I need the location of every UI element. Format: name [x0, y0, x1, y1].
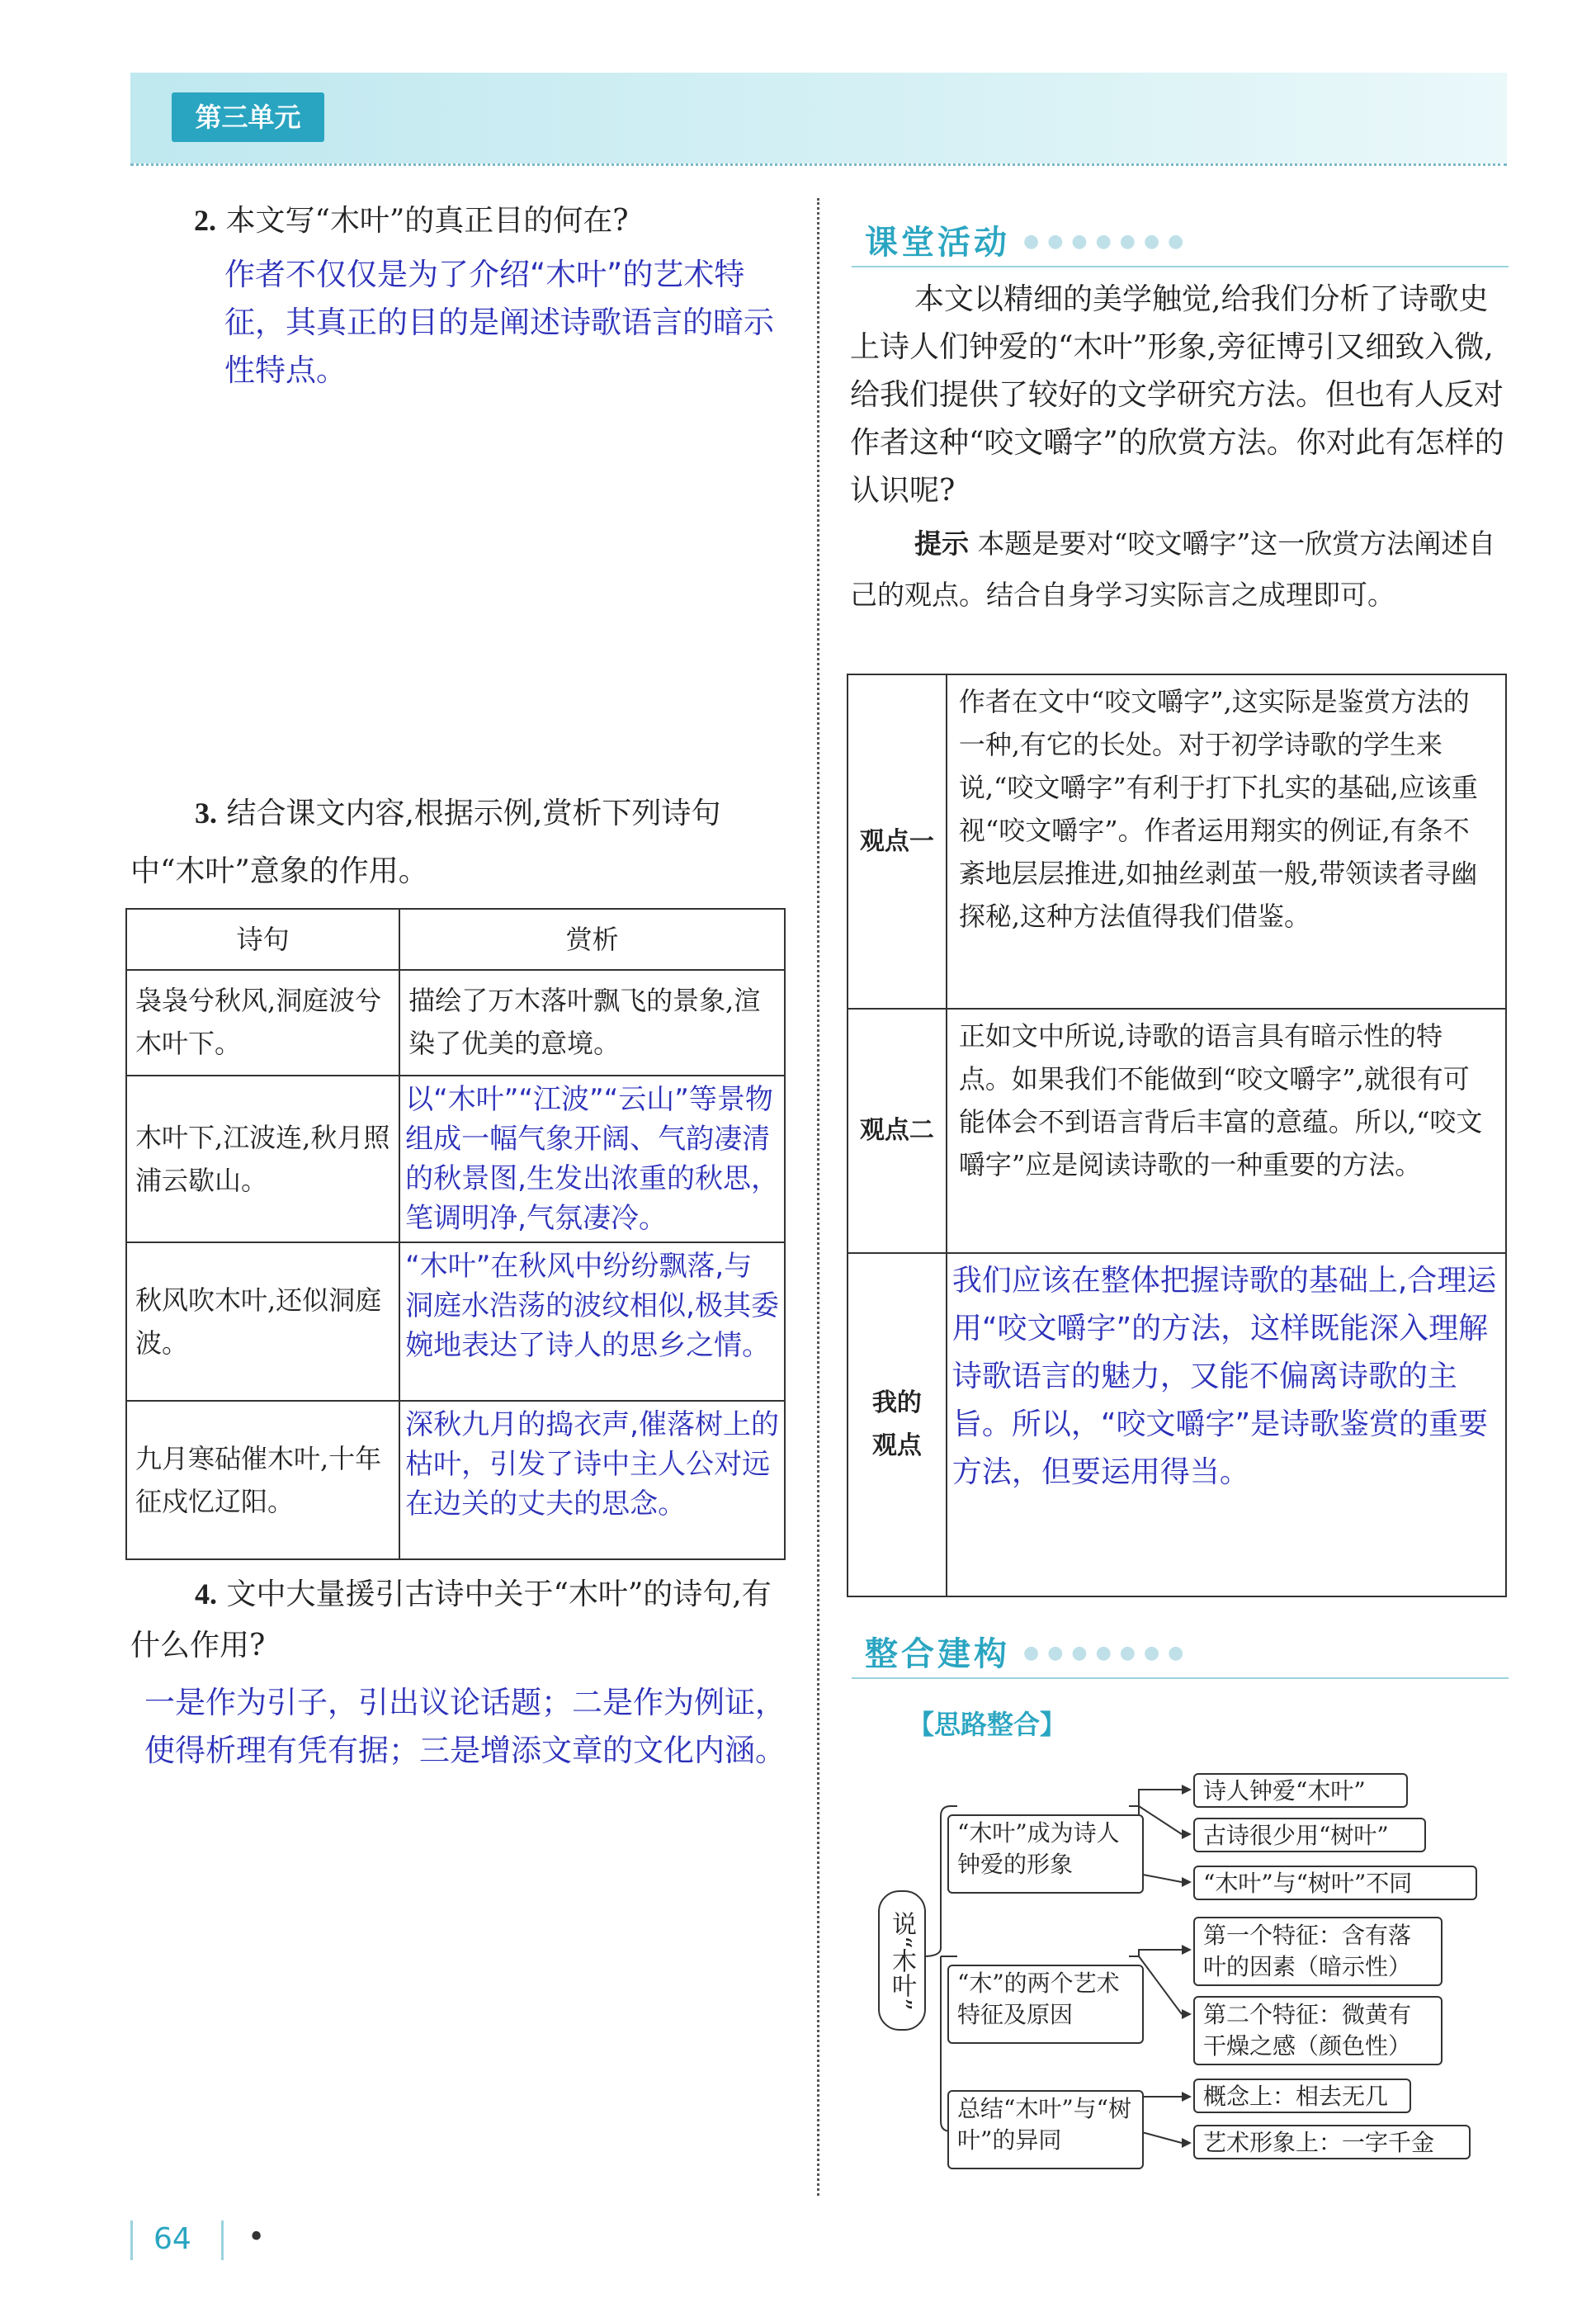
integration-subtitle: 【思路整合】	[908, 1709, 1067, 1740]
footer-mark: •	[248, 2221, 266, 2254]
poem-cell: 秋风吹木叶,还似洞庭波。	[126, 1242, 399, 1401]
title-dots: ●●●●●●●	[1023, 1643, 1192, 1663]
question-text: 结合课文内容,根据示例,赏析下列诗句中“木叶”意象的作用。	[130, 797, 721, 888]
mindmap-leaf: 概念上：相去无几	[1193, 2079, 1411, 2113]
view-label: 观点一	[848, 674, 947, 1009]
mindmap-branch: 总结“木叶”与“树叶”的异同	[947, 2090, 1144, 2169]
view-label: 观点二	[848, 1009, 947, 1253]
question-number: 4.	[195, 1577, 217, 1610]
mindmap-leaf: “木叶”与“树叶”不同	[1193, 1866, 1477, 1900]
activity-title: 课堂活动	[865, 224, 1010, 262]
mindmap-leaf: 古诗很少用“树叶”	[1193, 1818, 1426, 1852]
mindmap-root: 说“木叶”	[878, 1890, 926, 2031]
integration-title-line	[852, 1677, 1509, 1679]
mindmap-branch: “木叶”成为诗人钟爱的形象	[947, 1814, 1144, 1894]
poem-cell: 九月寒砧催木叶,十年征戍忆辽阳。	[126, 1401, 399, 1559]
views-table	[847, 674, 1507, 1597]
analysis-cell: 描绘了万木落叶飘飞的景象,渲染了优美的意境。	[399, 970, 785, 1076]
activity-prompt: 本文以精细的美学触觉,给我们分析了诗歌史上诗人们钟爱的“木叶”形象,旁征博引又细致入微,给我们提供了较好的文学研究方法。但也有人反对作者这种“咬文嚼字”的欣赏方法。你对此有怎样的认识呢?	[850, 282, 1504, 508]
answer-2: 作者不仅仅是为了介绍“木叶”的艺术特征，其真正的目的是阐述诗歌语言的暗示性特点。	[224, 257, 774, 388]
hint-label: 提示	[914, 527, 969, 560]
view-text-handwritten: 我们应该在整体把握诗歌的基础上,合理运用“咬文嚼字”的方法，这样既能深入理解诗歌语言的魅力，又能不偏离诗歌的主旨。所以，“咬文嚼字”是诗歌鉴赏的重要方法，但要运用得当。	[947, 1253, 1506, 1596]
view-row	[848, 1009, 1506, 1253]
page-number: 64	[153, 2222, 191, 2256]
poem-cell: 木叶下,江波连,秋月照浦云歇山。	[126, 1076, 399, 1242]
question-text: 文中大量援引古诗中关于“木叶”的诗句,有什么作用?	[130, 1577, 772, 1662]
column-divider	[817, 198, 819, 2196]
question-number: 3.	[195, 797, 217, 830]
view-label: 我的观点	[848, 1253, 947, 1596]
analysis-cell-handwritten: “木叶”在秋风中纷纷飘落,与洞庭水浩荡的波纹相似,极其委婉地表达了诗人的思乡之情。	[399, 1242, 785, 1401]
question-2	[194, 196, 788, 245]
mindmap-leaf: 艺术形象上：一字千金	[1193, 2125, 1471, 2159]
hint-text: 本题是要对“咬文嚼字”这一欣赏方法阐述自己的观点。结合自身学习实际言之成理即可。	[850, 527, 1496, 611]
header-poem: 诗句	[126, 909, 399, 970]
activity-title-line	[852, 266, 1509, 267]
integration-title: 整合建构	[865, 1635, 1010, 1673]
analysis-cell-handwritten: 以“木叶”“江波”“云山”等景物组成一幅气象开阔、气韵凄清的秋景图,生发出浓重的秋思，笔调明净,气氛凄冷。	[399, 1076, 785, 1242]
question-3	[130, 784, 791, 901]
unit-label: 第三单元	[172, 92, 324, 142]
analysis-cell-handwritten: 深秋九月的捣衣声,催落树上的枯叶，引发了诗中主人公对远在边关的丈夫的思念。	[399, 1401, 785, 1559]
view-row	[848, 1253, 1506, 1596]
table-header-row	[126, 909, 785, 970]
table-row	[126, 1242, 785, 1401]
question-4	[130, 1568, 791, 1672]
mindmap-branch: “木”的两个艺术特征及原因	[947, 1965, 1144, 2044]
header-analysis: 赏析	[399, 909, 785, 970]
table-row	[126, 1076, 785, 1242]
footer-rule-left	[130, 2221, 133, 2260]
mindmap-leaf: 诗人钟爱“木叶”	[1193, 1773, 1408, 1808]
poem-cell: 袅袅兮秋风,洞庭波兮木叶下。	[126, 970, 399, 1076]
view-row	[848, 674, 1506, 1009]
header-band	[130, 73, 1507, 163]
view-text: 作者在文中“咬文嚼字”,这实际是鉴赏方法的一种,有它的长处。对于初学诗歌的学生来说,“咬文嚼字”有利于打下扎实的基础,应该重视“咬文嚼字”。作者运用翔实的例证,有条不紊地层层推进,如抽丝剥茧一般,带领读者寻幽探秘,这种方法值得我们借鉴。	[947, 674, 1506, 1009]
title-dots: ●●●●●●●	[1023, 231, 1192, 252]
view-text: 正如文中所说,诗歌的语言具有暗示性的特点。如果我们不能做到“咬文嚼字”,就很有可能体会不到语言背后丰富的意蕴。所以,“咬文嚼字”应是阅读诗歌的一种重要的方法。	[947, 1009, 1506, 1253]
header-divider	[130, 163, 1507, 166]
table-row	[126, 1401, 785, 1559]
mindmap-leaf: 第二个特征：微黄有干燥之感（颜色性）	[1193, 1996, 1443, 2065]
footer-rule-right	[221, 2221, 224, 2260]
poem-analysis-table	[125, 908, 786, 1560]
table-row	[126, 970, 785, 1076]
mindmap-leaf: 第一个特征：含有落叶的因素（暗示性）	[1193, 1917, 1443, 1986]
answer-4: 一是作为引子，引出议论话题；二是作为例证，使得析理有凭有据；三是增添文章的文化内涵。	[144, 1685, 786, 1768]
question-number: 2.	[194, 204, 216, 237]
question-text: 本文写“木叶”的真正目的何在?	[225, 204, 629, 238]
activity-hint	[850, 518, 1510, 621]
